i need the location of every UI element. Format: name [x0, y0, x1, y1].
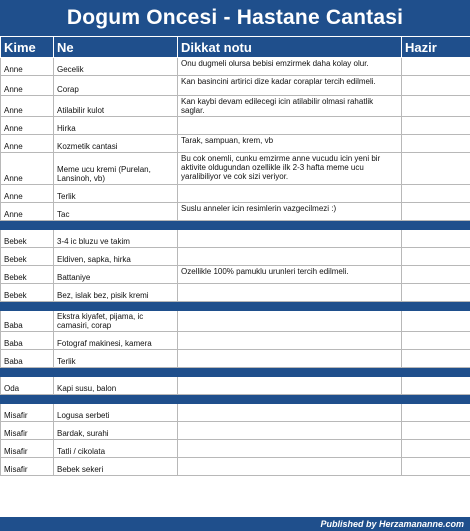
cell-ne: Eldiven, sapka, hirka	[54, 248, 178, 266]
table-row	[1, 203, 470, 221]
cell-note: Kan kaybi devam edilecegi icin atilabilir olmasi rahatlik saglar.	[178, 96, 402, 117]
section-separator	[1, 221, 470, 230]
cell-ne: Bez, islak bez, pisik kremi	[54, 284, 178, 302]
cell-note: Suslu anneler icin resimlerin vazgecilmezi :)	[178, 203, 402, 221]
cell-note	[178, 440, 402, 458]
cell-note	[178, 458, 402, 476]
cell-kime: Anne	[1, 135, 54, 153]
cell-ne: Tatli / cikolata	[54, 440, 178, 458]
cell-hazir[interactable]	[402, 404, 470, 422]
cell-note	[178, 311, 402, 332]
header-dikkat: Dikkat notu	[178, 37, 402, 58]
cell-ne: Hirka	[54, 117, 178, 135]
cell-ne: Kozmetik cantasi	[54, 135, 178, 153]
table-row	[1, 230, 470, 248]
separator-bar	[1, 395, 470, 404]
table-row	[1, 185, 470, 203]
table-row	[1, 404, 470, 422]
publisher-footer: Published by Herzamananne.com	[0, 517, 470, 531]
cell-ne: Terlik	[54, 185, 178, 203]
cell-note: Kan basincini artirici dize kadar coraplar tercih edilmeli.	[178, 76, 402, 96]
cell-kime: Anne	[1, 58, 54, 76]
cell-note: Ozellikle 100% pamuklu urunleri tercih edilmeli.	[178, 266, 402, 284]
cell-note	[178, 230, 402, 248]
cell-kime: Anne	[1, 76, 54, 96]
table-row	[1, 377, 470, 395]
header-row	[1, 37, 470, 58]
cell-ne: Bebek sekeri	[54, 458, 178, 476]
header-ne: Ne	[54, 37, 178, 58]
table-row	[1, 332, 470, 350]
table-row	[1, 96, 470, 117]
cell-ne: Ekstra kiyafet, pijama, ic camasiri, corap	[54, 311, 178, 332]
cell-hazir[interactable]	[402, 58, 470, 76]
cell-kime: Anne	[1, 96, 54, 117]
cell-hazir[interactable]	[402, 185, 470, 203]
cell-kime: Bebek	[1, 230, 54, 248]
cell-kime: Anne	[1, 203, 54, 221]
table-row	[1, 58, 470, 76]
cell-ne: Corap	[54, 76, 178, 96]
cell-ne: Fotograf makinesi, kamera	[54, 332, 178, 350]
table-row	[1, 440, 470, 458]
table-row	[1, 284, 470, 302]
cell-hazir[interactable]	[402, 153, 470, 185]
cell-hazir[interactable]	[402, 203, 470, 221]
checklist-body	[1, 58, 470, 476]
header-kime: Kime	[1, 37, 54, 58]
cell-kime: Misafir	[1, 404, 54, 422]
cell-hazir[interactable]	[402, 248, 470, 266]
cell-kime: Bebek	[1, 266, 54, 284]
cell-kime: Misafir	[1, 440, 54, 458]
cell-note: Onu dugmeli olursa bebisi emzirmek daha kolay olur.	[178, 58, 402, 76]
cell-hazir[interactable]	[402, 311, 470, 332]
cell-ne: Battaniye	[54, 266, 178, 284]
header-hazir: Hazir	[402, 37, 470, 58]
cell-kime: Anne	[1, 117, 54, 135]
cell-note	[178, 332, 402, 350]
cell-hazir[interactable]	[402, 76, 470, 96]
cell-ne: Logusa serbeti	[54, 404, 178, 422]
section-separator	[1, 302, 470, 311]
cell-kime: Baba	[1, 311, 54, 332]
cell-kime: Bebek	[1, 284, 54, 302]
cell-kime: Bebek	[1, 248, 54, 266]
cell-ne: Gecelik	[54, 58, 178, 76]
cell-note	[178, 248, 402, 266]
cell-ne: Atilabilir kulot	[54, 96, 178, 117]
cell-kime: Misafir	[1, 422, 54, 440]
table-row	[1, 266, 470, 284]
cell-hazir[interactable]	[402, 422, 470, 440]
table-row	[1, 135, 470, 153]
cell-note: Bu cok onemli, cunku emzirme anne vucudu icin yeni bir aktivite oldugundan ozellikle ilk 2-3 hafta meme ucu yaralibiliyor ve cok sizi veriyor.	[178, 153, 402, 185]
separator-bar	[1, 221, 470, 230]
cell-hazir[interactable]	[402, 96, 470, 117]
table-row	[1, 117, 470, 135]
checklist-table	[0, 36, 470, 476]
cell-hazir[interactable]	[402, 135, 470, 153]
cell-note	[178, 350, 402, 368]
cell-note: Tarak, sampuan, krem, vb	[178, 135, 402, 153]
cell-ne: Meme ucu kremi (Purelan, Lansinoh, vb)	[54, 153, 178, 185]
cell-note	[178, 377, 402, 395]
cell-hazir[interactable]	[402, 230, 470, 248]
section-separator	[1, 368, 470, 377]
cell-ne: Bardak, surahi	[54, 422, 178, 440]
separator-bar	[1, 302, 470, 311]
cell-hazir[interactable]	[402, 284, 470, 302]
cell-kime: Anne	[1, 153, 54, 185]
cell-hazir[interactable]	[402, 458, 470, 476]
cell-note	[178, 404, 402, 422]
cell-hazir[interactable]	[402, 266, 470, 284]
cell-ne: Tac	[54, 203, 178, 221]
table-row	[1, 311, 470, 332]
cell-ne: Terlik	[54, 350, 178, 368]
cell-note	[178, 422, 402, 440]
cell-hazir[interactable]	[402, 377, 470, 395]
cell-ne: Kapi susu, balon	[54, 377, 178, 395]
table-row	[1, 153, 470, 185]
cell-note	[178, 284, 402, 302]
separator-bar	[1, 368, 470, 377]
table-row	[1, 248, 470, 266]
table-row	[1, 76, 470, 96]
cell-kime: Misafir	[1, 458, 54, 476]
table-row	[1, 350, 470, 368]
table-row	[1, 458, 470, 476]
cell-hazir[interactable]	[402, 117, 470, 135]
cell-ne: 3-4 ic bluzu ve takim	[54, 230, 178, 248]
cell-note	[178, 117, 402, 135]
cell-hazir[interactable]	[402, 440, 470, 458]
cell-hazir[interactable]	[402, 350, 470, 368]
cell-kime: Baba	[1, 350, 54, 368]
cell-note	[178, 185, 402, 203]
section-separator	[1, 395, 470, 404]
cell-kime: Anne	[1, 185, 54, 203]
sheet-title: Dogum Oncesi - Hastane Cantasi	[0, 0, 470, 36]
cell-kime: Baba	[1, 332, 54, 350]
cell-kime: Oda	[1, 377, 54, 395]
cell-hazir[interactable]	[402, 332, 470, 350]
table-row	[1, 422, 470, 440]
